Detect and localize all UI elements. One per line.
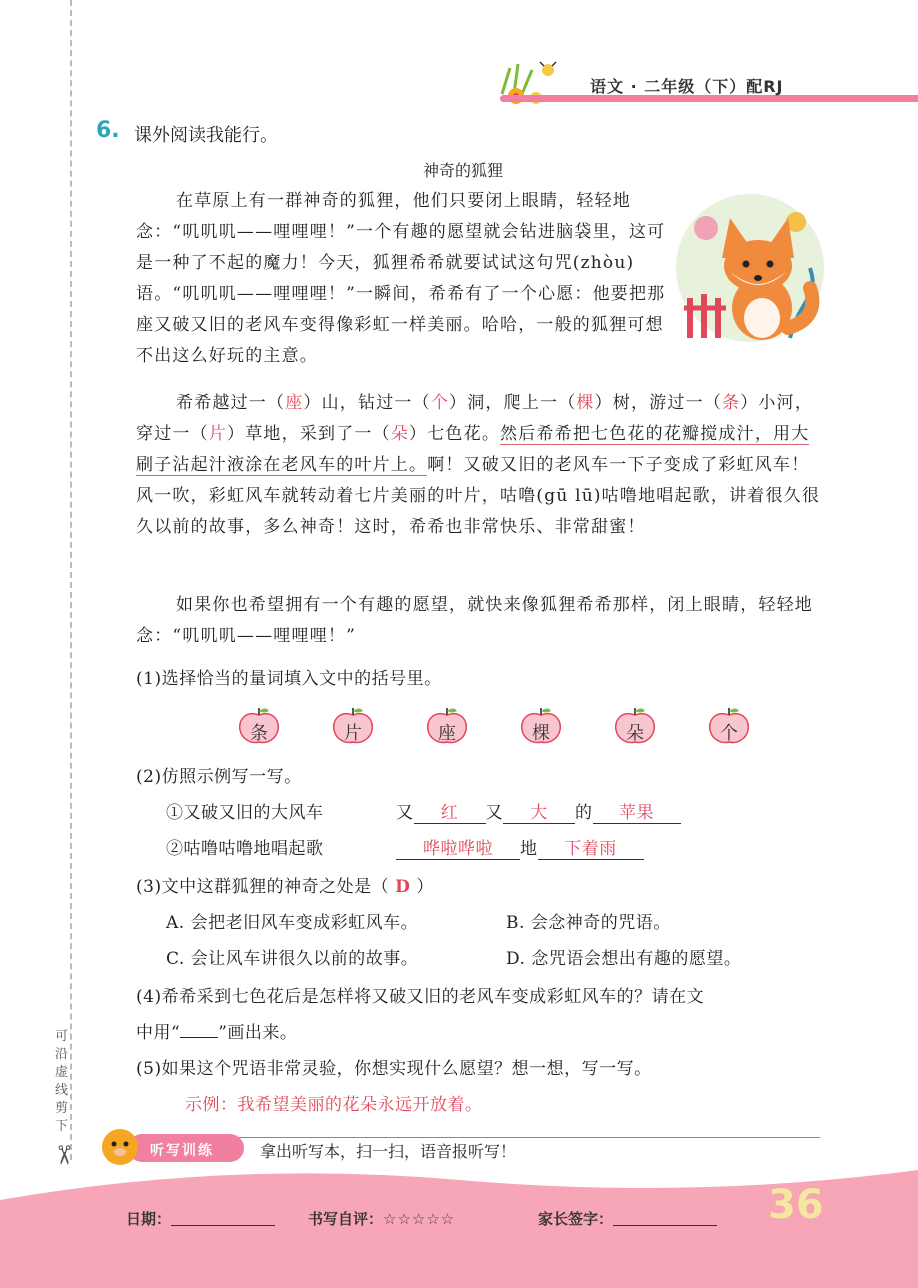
q3-option-c: C. 会让风车讲很久以前的故事。 <box>166 949 419 969</box>
self-eval-label: 书写自评： <box>308 1210 384 1228</box>
apple-word[interactable]: 座 <box>438 723 456 744</box>
parent-signature-field[interactable] <box>538 1208 717 1229</box>
p2-text: ）小河，穿过一（ <box>136 393 814 444</box>
q3-close: ） <box>416 877 434 897</box>
p2-text: ）七色花。 <box>409 424 501 444</box>
q2-word: 又 <box>485 803 503 823</box>
q2-word: 地 <box>520 839 538 859</box>
q3-option-a: A. 会把老旧风车变成彩虹风车。 <box>166 913 419 933</box>
p2-text: ）树，游过一（ <box>594 393 723 413</box>
apple-word[interactable]: 棵 <box>532 723 550 744</box>
q3-prompt-text: (3)文中这群狐狸的神奇之处是（ <box>136 877 390 897</box>
apple-word[interactable]: 片 <box>344 723 362 744</box>
header-subject: 语文 · 二年级（下）配RJ <box>590 77 784 96</box>
q2-word: 又 <box>396 803 414 823</box>
apple-word[interactable]: 条 <box>250 723 268 744</box>
p2-text: ）洞，爬上一（ <box>449 393 577 413</box>
q2-answer-blank[interactable]: 下着雨 <box>538 834 644 860</box>
q5-answer: 示例：我希望美丽的花朵永远开放着。 <box>185 1095 483 1115</box>
date-label: 日期： <box>126 1210 172 1228</box>
q2-word: 的 <box>575 803 593 823</box>
page-number: 36 <box>768 1182 824 1228</box>
q3-answer[interactable]: D <box>395 877 411 897</box>
q4-text: ”画出来。 <box>218 1023 298 1043</box>
parent-signature-label: 家长签字： <box>538 1210 614 1228</box>
story-paragraph-2 <box>136 388 826 543</box>
fox-illustration <box>670 188 830 348</box>
q2-example-2-label: ②咕噜咕噜地唱起歌 <box>166 839 324 859</box>
q2-answer-blank[interactable]: 哗啦哗啦 <box>396 834 520 860</box>
measure-word-answer: 座 <box>285 393 304 413</box>
question-number: 6. <box>96 118 120 143</box>
q3-option-d: D. 念咒语会想出有趣的愿望。 <box>506 949 742 969</box>
scissors-icon: ✂ <box>47 1144 78 1166</box>
p2-text: ）草地，采到了一（ <box>227 424 391 444</box>
self-evaluation <box>308 1208 455 1229</box>
measure-word-answer: 朵 <box>390 424 410 444</box>
dictation-text: 拿出听写本，扫一扫，语音报听写！ <box>260 1142 517 1161</box>
underline-sample <box>180 1023 218 1038</box>
q1-prompt: (1)选择恰当的量词填入文中的括号里。 <box>136 669 442 689</box>
apple-word[interactable]: 朵 <box>626 723 644 744</box>
q4-prompt-line-1: (4)希希采到七色花后是怎样将又破又旧的老风车变成彩虹风车的？请在文 <box>136 987 705 1007</box>
cut-line <box>70 0 72 1160</box>
story-title: 神奇的狐狸 <box>423 161 504 180</box>
measure-word-answer: 片 <box>208 424 228 444</box>
q3-prompt <box>136 872 434 897</box>
date-field[interactable] <box>126 1208 275 1229</box>
q2-prompt: (2)仿照示例写一写。 <box>136 767 302 787</box>
measure-word-answer: 条 <box>722 393 741 413</box>
dictation-label: 听写训练 <box>150 1143 214 1159</box>
underlined-answer: 然后希希把七色花的花瓣搅成汁，用大刷子沾起汁液涂在老风车的叶片上。 <box>136 424 810 475</box>
q5-prompt: (5)如果这个咒语非常灵验，你想实现什么愿望？想一想，写一写。 <box>136 1059 652 1079</box>
cut-instruction: 可沿虚线剪下 <box>55 1029 69 1134</box>
story-paragraph-1: 在草原上有一群神奇的狐狸，他们只要闭上眼睛，轻轻地念：“叽叽叽——哩哩哩！”一个有趣的愿望就会钻进脑袋里，这可是一种了不起的魔力！今天，狐狸希希就要试试这句咒(zhòu)语。“叽叽叽——哩哩哩！”一瞬间，希希有了一个心愿：他要把那座又破又旧的老风车变得像彩虹一样美丽。哈哈，一般的狐狸可想不出这么好玩的主意。 <box>136 191 666 366</box>
measure-word-answer: 个 <box>430 393 450 413</box>
p2-text: ）山，钻过一（ <box>303 393 431 413</box>
q4-text: 中用“ <box>136 1023 181 1043</box>
q2-example-1-label: ①又破又旧的大风车 <box>166 803 324 823</box>
p2-text: 希希越过一（ <box>176 393 286 413</box>
q2-answer-blank[interactable]: 大 <box>503 798 575 824</box>
date-line[interactable] <box>171 1225 275 1226</box>
story-paragraph-3: 如果你也希望拥有一个有趣的愿望，就快来像狐狸希希那样，闭上眼睛，轻轻地念：“叽叽叽——哩哩哩！” <box>136 595 813 646</box>
measure-word-answer: 棵 <box>576 393 595 413</box>
q4-prompt-line-2 <box>136 1018 297 1043</box>
star-rating[interactable]: ☆☆☆☆☆ <box>383 1210 456 1228</box>
p2-text: 啊！又破又旧的老风车一下子变成了彩虹风车！风一吹，彩虹风车就转动着七片美丽的叶片，咕噜(gū lū)咕噜地唱起歌，讲着很久很久以前的故事，多么神奇！这时，希希也非常快乐、非常甜蜜！ <box>136 455 821 537</box>
q2-example-2 <box>166 834 644 860</box>
q3-option-b: B. 会念神奇的咒语。 <box>506 913 671 933</box>
q2-example-1 <box>166 798 681 824</box>
q2-answer-blank[interactable]: 红 <box>414 798 486 824</box>
question-title: 课外阅读我能行。 <box>134 125 278 146</box>
q2-answer-blank[interactable]: 苹果 <box>593 798 681 824</box>
apple-word[interactable]: 个 <box>720 723 738 744</box>
parent-signature-line[interactable] <box>613 1225 717 1226</box>
